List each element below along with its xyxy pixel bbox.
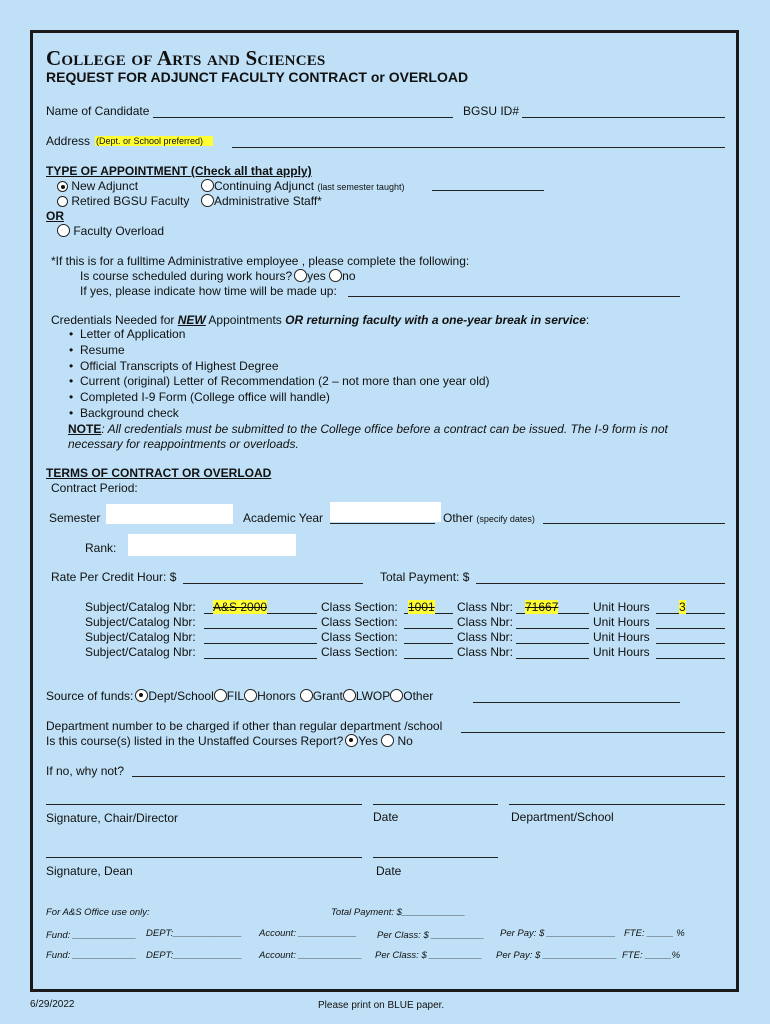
last-semester-field[interactable]	[432, 190, 544, 191]
total-payment-field[interactable]	[476, 583, 725, 584]
chair-date-label: Date	[373, 810, 399, 824]
class-nbr-value[interactable]: 71667	[525, 600, 559, 614]
section-label: Class Section:	[321, 615, 398, 629]
list-item: • Resume	[80, 343, 490, 359]
academic-year-field[interactable]	[330, 502, 441, 522]
funds-fil-radio[interactable]	[214, 689, 227, 702]
office-heading: For A&S Office use only:	[46, 907, 150, 918]
unstaffed-yes-radio[interactable]	[345, 734, 358, 747]
appointment-heading: TYPE OF APPOINTMENT (Check all that apply)	[46, 164, 312, 178]
address-hint: (Dept. or School preferred)	[95, 136, 213, 146]
other-dates-field[interactable]	[543, 523, 725, 524]
subject-label: Subject/Catalog Nbr:	[85, 645, 196, 659]
dept-school-field[interactable]	[509, 804, 725, 805]
unit-hours-value[interactable]: 3	[679, 600, 686, 614]
charge-dept-field[interactable]	[461, 732, 725, 733]
office-fte-2: FTE: _____%	[622, 950, 681, 961]
overload-option[interactable]: Faculty Overload	[57, 224, 164, 238]
credentials-lead: Credentials Needed for NEW Appointments OR returning faculty with a one-year break in service:	[51, 313, 590, 327]
funds-dept-radio[interactable]	[135, 689, 148, 702]
admin-staff-radio[interactable]	[201, 194, 214, 207]
retired-option[interactable]: Retired BGSU Faculty	[57, 194, 189, 208]
funds-grant-radio[interactable]	[300, 689, 313, 702]
subject-label: Subject/Catalog Nbr:	[85, 615, 196, 629]
office-fund-1: Fund: ____________	[46, 930, 137, 941]
dean-signature-label: Signature, Dean	[46, 864, 133, 878]
charge-line-label: Department number to be charged if other than regular department /school	[46, 719, 443, 733]
name-label: Name of Candidate	[46, 104, 150, 118]
or-label: OR	[46, 209, 64, 223]
admin-note-line1: *If this is for a fulltime Administrative employee , please complete the following:	[51, 254, 470, 268]
unstaffed-row: Is this course(s) listed in the Unstaffed Courses Report? Yes No	[46, 734, 413, 748]
why-not-field[interactable]	[132, 776, 725, 777]
office-fte-1: FTE: _____ %	[624, 928, 685, 939]
section-field[interactable]	[404, 658, 453, 659]
dept-school-label: Department/School	[511, 810, 614, 824]
work-hours-yes-radio[interactable]	[294, 269, 307, 282]
unit-hours-field[interactable]	[656, 628, 725, 629]
list-item: • Completed I-9 Form (College office will handle)	[80, 390, 490, 406]
funds-lwop-radio[interactable]	[343, 689, 356, 702]
footer-date: 6/29/2022	[30, 999, 75, 1010]
class-nbr-label: Class Nbr:	[457, 630, 514, 644]
section-label: Class Section:	[321, 645, 398, 659]
class-nbr-label: Class Nbr:	[457, 615, 514, 629]
subject-field[interactable]	[204, 658, 317, 659]
footer-note: Please print on BLUE paper.	[318, 1000, 445, 1011]
rank-label: Rank:	[85, 541, 117, 555]
admin-note-line2: Is course scheduled during work hours? yes no	[80, 269, 356, 283]
office-fund-2: Fund: ____________	[46, 950, 137, 961]
class-nbr-field[interactable]	[516, 658, 589, 659]
contract-period-label: Contract Period:	[51, 481, 138, 495]
office-dept-2: DEPT:_____________	[146, 950, 242, 961]
subject-label: Subject/Catalog Nbr:	[85, 630, 196, 644]
unit-hours-label: Unit Hours	[593, 630, 650, 644]
subject-field[interactable]	[204, 628, 317, 629]
time-made-up-field[interactable]	[348, 296, 680, 297]
chair-signature-label: Signature, Chair/Director	[46, 811, 179, 825]
dean-signature-field[interactable]	[46, 857, 362, 858]
total-payment-label: Total Payment: $	[380, 570, 470, 584]
office-dept-1: DEPT:_____________	[146, 928, 242, 939]
chair-signature-field[interactable]	[46, 804, 362, 805]
college-title: College of Arts and Sciences	[46, 46, 326, 70]
unit-hours-label: Unit Hours	[593, 615, 650, 629]
rank-field[interactable]	[128, 534, 296, 556]
dean-date-label: Date	[376, 864, 402, 878]
office-per-pay-1: Per Pay: $ _____________	[500, 928, 616, 939]
class-nbr-label: Class Nbr:	[457, 600, 514, 614]
retired-radio[interactable]	[57, 196, 68, 207]
semester-label: Semester	[49, 511, 101, 525]
funds-other-field[interactable]	[473, 702, 680, 703]
unit-hours-label: Unit Hours	[593, 645, 650, 659]
office-per-class-1: Per Class: $ __________	[377, 930, 485, 941]
academic-year-label: Academic Year	[243, 511, 324, 525]
unstaffed-no-radio[interactable]	[381, 734, 394, 747]
name-field[interactable]	[153, 117, 453, 118]
new-adjunct-radio[interactable]	[57, 181, 68, 192]
admin-staff-option[interactable]: Administrative Staff*	[201, 194, 322, 208]
credentials-note-line2: necessary for reappointments or overloads.	[68, 437, 299, 451]
subject-label: Subject/Catalog Nbr:	[85, 600, 196, 614]
unit-hours-underline	[656, 613, 725, 614]
funds-label: Source of funds:	[46, 689, 134, 703]
office-per-class-2: Per Class: $ __________	[375, 950, 483, 961]
admin-note-line3: If yes, please indicate how time will be made up:	[80, 284, 337, 298]
class-nbr-field[interactable]	[516, 628, 589, 629]
section-field[interactable]	[404, 628, 453, 629]
office-account-1: Account: ___________	[259, 928, 357, 939]
other-label: Other (specify dates)	[443, 511, 535, 525]
list-item: • Official Transcripts of Highest Degree	[80, 359, 490, 375]
class-nbr-field[interactable]	[516, 643, 589, 644]
address-field[interactable]	[232, 147, 725, 148]
terms-heading: TERMS OF CONTRACT OR OVERLOAD	[46, 466, 272, 480]
why-not-label: If no, why not?	[46, 764, 125, 778]
office-per-pay-2: Per Pay: $ ______________	[496, 950, 617, 961]
section-field[interactable]	[404, 643, 453, 644]
academic-year-underline	[330, 523, 435, 524]
list-item: • Background check	[80, 406, 490, 422]
semester-field[interactable]	[106, 504, 233, 524]
funds-row: Source of funds: Dept/School FIL Honors Grant LWOP Other	[46, 689, 434, 703]
new-adjunct-option[interactable]: New Adjunct	[57, 179, 138, 193]
list-item: • Letter of Application	[80, 327, 490, 343]
office-account-2: Account: ____________	[259, 950, 363, 961]
funds-other-radio[interactable]	[390, 689, 403, 702]
continuing-adjunct-radio[interactable]	[201, 179, 214, 192]
section-value[interactable]: 1001	[408, 600, 435, 614]
section-label: Class Section:	[321, 630, 398, 644]
unit-hours-label: Unit Hours	[593, 600, 650, 614]
dean-date-field[interactable]	[373, 857, 498, 858]
subject-value[interactable]: A&S 2000	[213, 600, 268, 614]
bgsu-id-field[interactable]	[522, 117, 725, 118]
credentials-list	[80, 327, 490, 422]
credentials-note: NOTE: All credentials must be submitted to the College office before a contract can be issued. The I-9 form is not	[68, 422, 668, 436]
subject-field[interactable]	[204, 643, 317, 644]
office-total-payment: Total Payment: $____________	[331, 907, 466, 918]
bgsu-id-label: BGSU ID#	[463, 104, 520, 118]
unit-hours-field[interactable]	[656, 658, 725, 659]
chair-date-field[interactable]	[373, 804, 498, 805]
continuing-adjunct-option[interactable]: Continuing Adjunct (last semester taught)	[201, 179, 404, 193]
work-hours-no-radio[interactable]	[329, 269, 342, 282]
address-label: Address	[46, 134, 91, 148]
section-label: Class Section:	[321, 600, 398, 614]
overload-radio[interactable]	[57, 224, 70, 237]
unit-hours-field[interactable]	[656, 643, 725, 644]
form-title: REQUEST FOR ADJUNCT FACULTY CONTRACT or OVERLOAD	[46, 69, 469, 85]
rate-field[interactable]	[183, 583, 363, 584]
class-nbr-label: Class Nbr:	[457, 645, 514, 659]
list-item: • Current (original) Letter of Recommendation (2 – not more than one year old)	[80, 374, 490, 390]
rate-label: Rate Per Credit Hour: $	[51, 570, 177, 584]
funds-honors-radio[interactable]	[244, 689, 257, 702]
